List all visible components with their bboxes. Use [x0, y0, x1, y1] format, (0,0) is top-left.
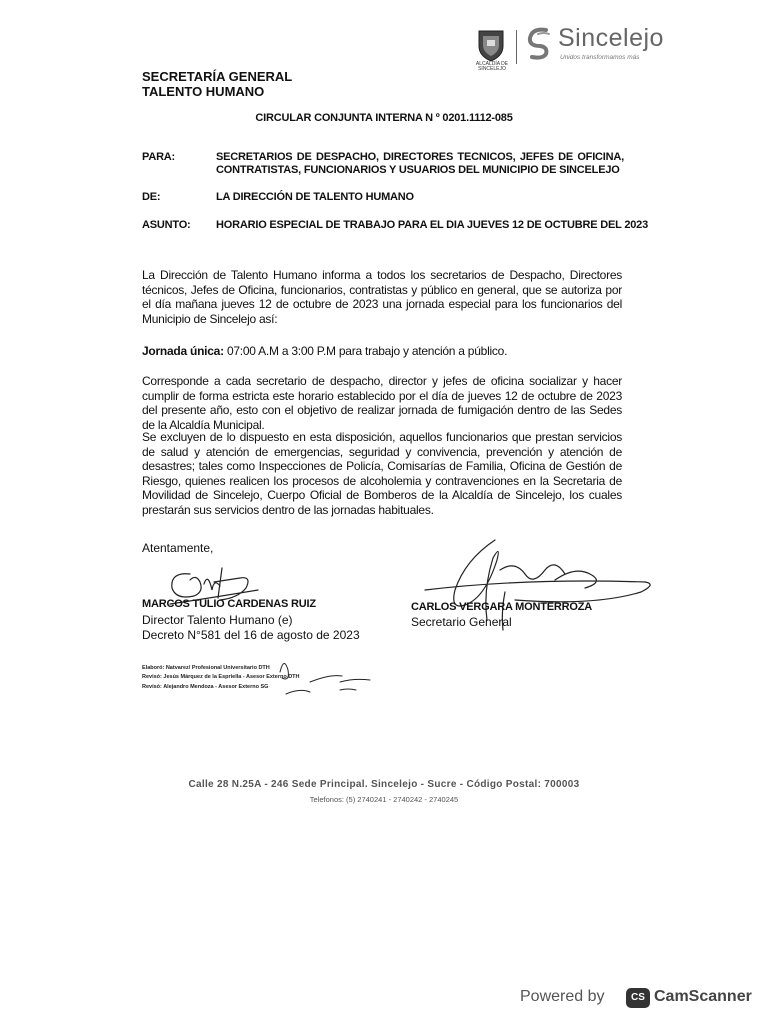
left-signer-decree: Decreto N°581 del 16 de agosto de 2023 — [142, 628, 360, 642]
de-label: DE: — [142, 191, 161, 203]
shield-caption: ALCALDÍA DE SINCELEJO — [475, 61, 509, 72]
brand-slogan: Unidos transformamos más — [560, 54, 640, 61]
credit-reviewed-2: Revisó: Alejandro Mendoza - Asesor Externo SG — [142, 684, 269, 690]
body-paragraph-2 — [142, 344, 622, 359]
logo-divider — [516, 30, 517, 64]
camscanner-logo-icon: CS — [626, 988, 650, 1008]
camscanner-name: CamScanner — [654, 988, 752, 1005]
left-signer-name: MARCOS TULIO CARDENAS RUIZ — [142, 598, 316, 610]
powered-by-label: Powered by — [520, 988, 605, 1005]
credit-elaborated: Elaboró: Natvarez/ Profesional Universitario DTH — [142, 665, 270, 671]
right-signer-title: Secretario General — [411, 615, 512, 629]
sincelejo-swirl-icon — [524, 26, 554, 60]
body-paragraph-4: Se excluyen de lo dispuesto en esta disposición, aquellos funcionarios que prestan servicios de salud y atención de emergencias, seguridad y convivencia, prevención y atención de desastres; tales como Inspecciones de Policía, Comisarías de Familia, Oficina de Gestión de Riesgo, quienes realicen los procesos de alcoholemia y contravenciones en la Secretaria de Movilidad de Sincelejo, Cuerpo Oficial de Bomberos de la Alcaldía de Sincelejo, los cuales prestarán sus servicios dentro de las jornadas habituales. — [142, 430, 622, 517]
de-value: LA DIRECCIÓN DE TALENTO HUMANO — [216, 191, 414, 203]
circular-title: CIRCULAR CONJUNTA INTERNA N º 0201.1112-085 — [255, 112, 513, 124]
footer-address: Calle 28 N.25A - 246 Sede Principal. Sincelejo - Sucre - Código Postal: 700003 — [188, 779, 580, 790]
para-label: PARA: — [142, 151, 176, 163]
municipal-shield-icon — [476, 28, 506, 62]
para-value: SECRETARIOS DE DESPACHO, DIRECTORES TECNICOS, JEFES DE OFICINA, CONTRATISTAS, FUNCIONARIOS Y USUARIOS DEL MUNICIPIO DE SINCELEJO — [216, 151, 624, 176]
credit-reviewed-1: Revisó: Jesús Márquez de la Espriella - Asesor Externo DTH — [142, 674, 300, 680]
footer-phones: Telefonos: (5) 2740241 - 2740242 - 2740245 — [309, 795, 459, 804]
camscanner-watermark — [520, 984, 760, 1012]
closing: Atentamente, — [142, 541, 214, 555]
initials-scribble — [270, 652, 380, 698]
right-signer-name: CARLOS VERGARA MONTERROZA — [411, 601, 592, 613]
department-line-2: TALENTO HUMANO — [142, 84, 265, 99]
brand-name: Sincelejo — [558, 24, 664, 52]
header-logo — [476, 24, 696, 70]
schedule-text: 07:00 A.M a 3:00 P.M para trabajo y atención a público. — [223, 344, 508, 358]
body-paragraph-3: Corresponde a cada secretario de despacho, director y jefes de oficina socializar y hacer cumplir de forma estricta este horario establecido por el día de jueves 12 de octubre de 2023 del presente año, esto con el objetivo de realizar jornada de fumigación dentro de las Sedes de la Alcaldía Municipal. — [142, 374, 622, 432]
department-line-1: SECRETARÍA GENERAL — [142, 69, 293, 84]
asunto-label: ASUNTO: — [142, 219, 191, 231]
asunto-value: HORARIO ESPECIAL DE TRABAJO PARA EL DIA JUEVES 12 DE OCTUBRE DEL 2023 — [216, 219, 649, 231]
schedule-label: Jornada única: — [142, 344, 224, 358]
body-paragraph-1: La Dirección de Talento Humano informa a todos los secretarios de Despacho, Directores técnicos, Jefes de Oficina, funcionarios, contratistas y público en general, que se autoriza por el día mañana jueves 12 de octubre de 2023 una jornada especial para los funcionarios del Municipio de Sincelejo así: — [142, 268, 622, 326]
left-signer-title: Director Talento Humano (e) — [142, 613, 293, 627]
